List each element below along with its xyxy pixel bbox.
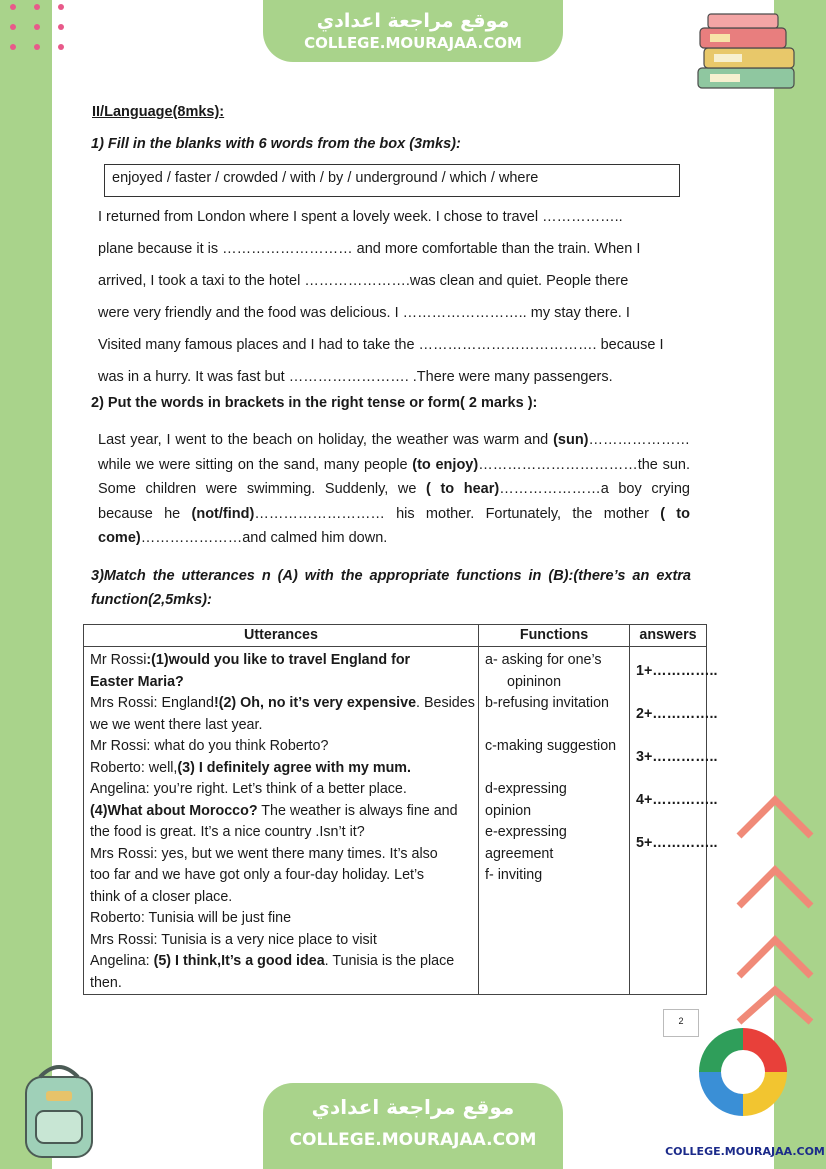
answer-slot[interactable]: 5+………….. [636, 835, 718, 851]
q2-text-part: …………………and calmed him down. [140, 530, 388, 547]
answer-slot[interactable]: 1+………….. [636, 663, 718, 679]
function-e [485, 822, 629, 865]
answer-slot[interactable]: 2+………….. [636, 706, 718, 722]
answers-cell [630, 647, 718, 995]
q1-line: was in a hurry. It was fast but ……………………. .There were many passengers. [98, 369, 613, 385]
q1-line: Visited many famous places and I had to take the ………………………………. because I [98, 337, 664, 353]
function-c: c-making suggestion [485, 738, 617, 754]
dialogue-line: Mr Rossi: what do you think Roberto? [90, 738, 329, 754]
q1-line: plane because it is ……………………… and more comfortable than the train. When I [98, 241, 641, 257]
function-a-label-cont: opininon [507, 673, 562, 690]
header-banner [263, 0, 563, 62]
matching-table [83, 624, 718, 995]
function-d-label-cont: opinion [485, 802, 532, 819]
q2-instruction: 2) Put the words in brackets in the right tense or form( 2 marks ): [91, 395, 538, 411]
chevron-up-icon [735, 790, 815, 1030]
q1-line: arrived, I took a taxi to the hotel ………………….was clean and quiet. People there [98, 273, 629, 289]
utterance-2: !(2) Oh, no it’s very expensive [213, 695, 417, 711]
q1-line: were very friendly and the food was delicious. I …………………….. my stay there. I [98, 305, 630, 321]
utterance-1-cont: Easter Maria? [90, 673, 184, 690]
site-arabic-name: موقع مراجعة اعدادي [316, 10, 510, 32]
dialogue-cell [84, 647, 479, 995]
utterance-5: (5) I think,It’s a good idea [153, 953, 325, 969]
footer-url-link[interactable]: COLLEGE.MOURAJAA.COM [289, 1130, 537, 1150]
speaker: Mr Rossi [90, 652, 147, 668]
footer-brand-url[interactable]: COLLEGE.MOURAJAA.COM [665, 1145, 825, 1158]
function-e-label: e-expressing [485, 824, 567, 840]
backpack-icon [6, 1055, 116, 1165]
dialogue-line [90, 951, 474, 973]
function-d [485, 779, 629, 822]
section-title: II/Language(8mks): [92, 104, 225, 120]
site-url-link[interactable]: COLLEGE.MOURAJAA.COM [304, 34, 522, 52]
dialogue-line [90, 650, 474, 672]
dialogue-line: too far and we have got only a four-day holiday. Let’s [90, 867, 425, 883]
utterance-1: :(1)would you like to travel England for [146, 652, 411, 668]
page-number: 2 [663, 1009, 699, 1037]
dialogue-line: the food is great. It’s a nice country .Isn’t it? [90, 824, 365, 840]
dialogue-line [90, 693, 474, 715]
utterance-3: (3) I definitely agree with my mum. [177, 759, 411, 776]
q2-text-part: …………………a boy crying because he [98, 481, 691, 522]
q2-text-part: …………………while we were sitting on the sand, many people [98, 432, 690, 473]
speaker: Angelina: [90, 953, 154, 969]
footer-arabic-name: موقع مراجعة اعدادي [311, 1095, 515, 1119]
q3-instruction: 3)Match the utterances n (A) with the appropriate functions in (B):(there’s an extra function(2,5mks): [91, 568, 691, 608]
q2-text [98, 428, 690, 551]
footer-banner [263, 1083, 563, 1169]
dialogue-line: we we went there last year. [90, 716, 263, 733]
dialogue-text: . Tunisia is the place [324, 953, 455, 969]
books-icon [690, 10, 800, 95]
dialogue-line: Mrs Rossi: yes, but we went there many times. It’s also [90, 845, 438, 862]
dialogue-text: The weather is always fine and [257, 802, 458, 819]
dialogue-line: Mrs Rossi: Tunisia is a very nice place to visit [90, 931, 377, 948]
dialogue-line [90, 672, 474, 694]
q2-text-part: ……………………………the sun. Some children were swimming. Suddenly, we [98, 456, 691, 498]
q2-verb-find: (not/find) [191, 505, 255, 522]
subjects-wheel-logo [695, 1022, 791, 1138]
decorative-dots [10, 0, 70, 60]
functions-cell [479, 647, 630, 995]
answers-header: answers [630, 625, 707, 647]
dialogue-line: then. [90, 974, 122, 991]
speaker: Mrs Rossi: England [90, 695, 214, 711]
function-d-label: d-expressing [485, 781, 567, 797]
q2-verb-come: ( to come) [98, 505, 690, 547]
answer-slot[interactable]: 3+………….. [636, 749, 718, 765]
q1-instruction: 1) Fill in the blanks with 6 words from the box (3mks): [91, 136, 461, 152]
q2-verb-sun: (sun) [553, 432, 589, 448]
function-b: b-refusing invitation [485, 695, 609, 711]
word-box: enjoyed / faster / crowded / with / by / underground / which / where [104, 164, 680, 197]
q1-line: I returned from London where I spent a lovely week. I chose to travel …………….. [98, 209, 623, 225]
q2-verb-hear: ( to hear) [426, 481, 500, 498]
function-f: f- inviting [485, 867, 543, 883]
speaker: Roberto: well, [90, 759, 178, 776]
function-e-label-cont: agreement [485, 845, 554, 862]
utterance-4: (4)What about Morocco? [90, 802, 258, 819]
functions-header: Functions [479, 625, 630, 647]
dialogue-line [90, 758, 474, 780]
q2-text-part: Last year, I went to the beach on holiday, the weather was warm and [98, 432, 554, 448]
dialogue-line: Roberto: Tunisia will be just fine [90, 910, 292, 926]
dialogue-text: . Besides [416, 695, 475, 711]
dialogue-line: Angelina: you’re right. Let’s think of a better place. [90, 781, 407, 797]
answer-slot[interactable]: 4+………….. [636, 792, 718, 808]
dialogue-line [90, 801, 474, 823]
utterances-header: Utterances [84, 625, 479, 647]
q2-text-part: ……………………… his mother. Fortunately, the mother [254, 505, 661, 522]
function-a [485, 650, 629, 693]
q2-verb-enjoy: (to enjoy) [412, 456, 479, 473]
function-a-label: a- asking for one’s [485, 652, 602, 668]
q1-text [98, 201, 665, 393]
dialogue-line: think of a closer place. [90, 888, 233, 905]
